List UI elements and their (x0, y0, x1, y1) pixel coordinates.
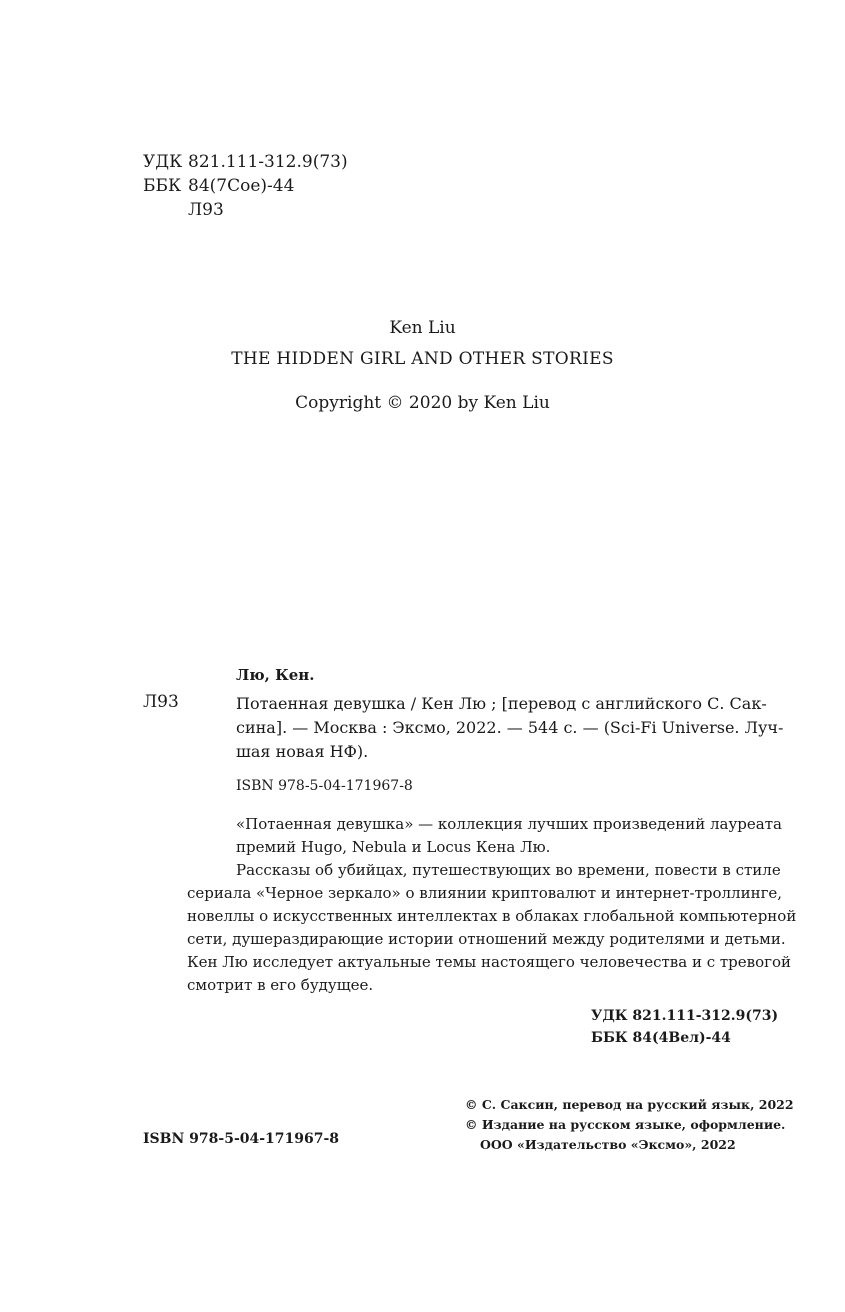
record-description (236, 692, 783, 764)
annotation-line: смотрит в его будущее. (187, 976, 374, 994)
bbk-value: 84(7Сое)-44 (188, 176, 295, 196)
annotation-line: Кен Лю исследует актуальные темы настоящего человечества и с тревогой (187, 953, 792, 971)
annotation (187, 813, 797, 997)
udk-label: УДК (143, 152, 183, 172)
description-line: Потаенная девушка / Кен Лю ; [перевод с английского С. Сак- (236, 694, 767, 713)
top-classification (143, 150, 348, 222)
annotation-line: сети, душераздирающие истории отношений между родителями и детьми. (187, 930, 786, 948)
description-line: сина]. — Москва : Эксмо, 2022. — 544 с. — (Sci-Fi Universe. Луч- (236, 718, 784, 737)
record-author-mark: Л93 (143, 692, 179, 712)
annotation-line: Рассказы об убийцах, путешествующих во времени, повести в стиле (236, 861, 781, 879)
annotation-line: сериала «Черное зеркало» о влиянии криптовалют и интернет-троллинге, (187, 884, 783, 902)
copyright-translation: © С. Саксин, перевод на русский язык, 2022 (465, 1097, 794, 1112)
bottom-classification (591, 1005, 778, 1049)
bbk-label: ББК (143, 176, 182, 196)
bbk-line (143, 174, 348, 198)
annotation-line: новеллы о искусственных интеллектах в облаках глобальной компьютерной (187, 907, 797, 925)
original-copyright: Copyright © 2020 by Ken Liu (295, 393, 550, 413)
bottom-udk: УДК 821.111-312.9(73) (591, 1008, 779, 1024)
record-heading: Лю, Кен. (236, 666, 315, 684)
udk-line (143, 150, 348, 174)
annotation-line: премий Hugo, Nebula и Locus Кена Лю. (236, 838, 551, 856)
description-line: шая новая НФ). (236, 742, 369, 761)
udk-value: 821.111-312.9(73) (188, 152, 348, 172)
footer-isbn: ISBN 978-5-04-171967-8 (143, 1131, 340, 1147)
copyright-edition: © Издание на русском языке, оформление. (465, 1117, 786, 1132)
copyright-publisher: ООО «Издательство «Эксмо», 2022 (480, 1137, 736, 1152)
annotation-line: «Потаенная девушка» — коллекция лучших произведений лауреата (236, 815, 782, 833)
author-mark-top: Л93 (188, 200, 224, 220)
copyright-block (465, 1095, 794, 1155)
original-title: THE HIDDEN GIRL AND OTHER STORIES (231, 349, 614, 369)
bottom-bbk: ББК 84(4Вел)-44 (591, 1030, 731, 1046)
record-isbn: ISBN 978-5-04-171967-8 (236, 778, 413, 794)
original-author: Ken Liu (389, 318, 456, 338)
